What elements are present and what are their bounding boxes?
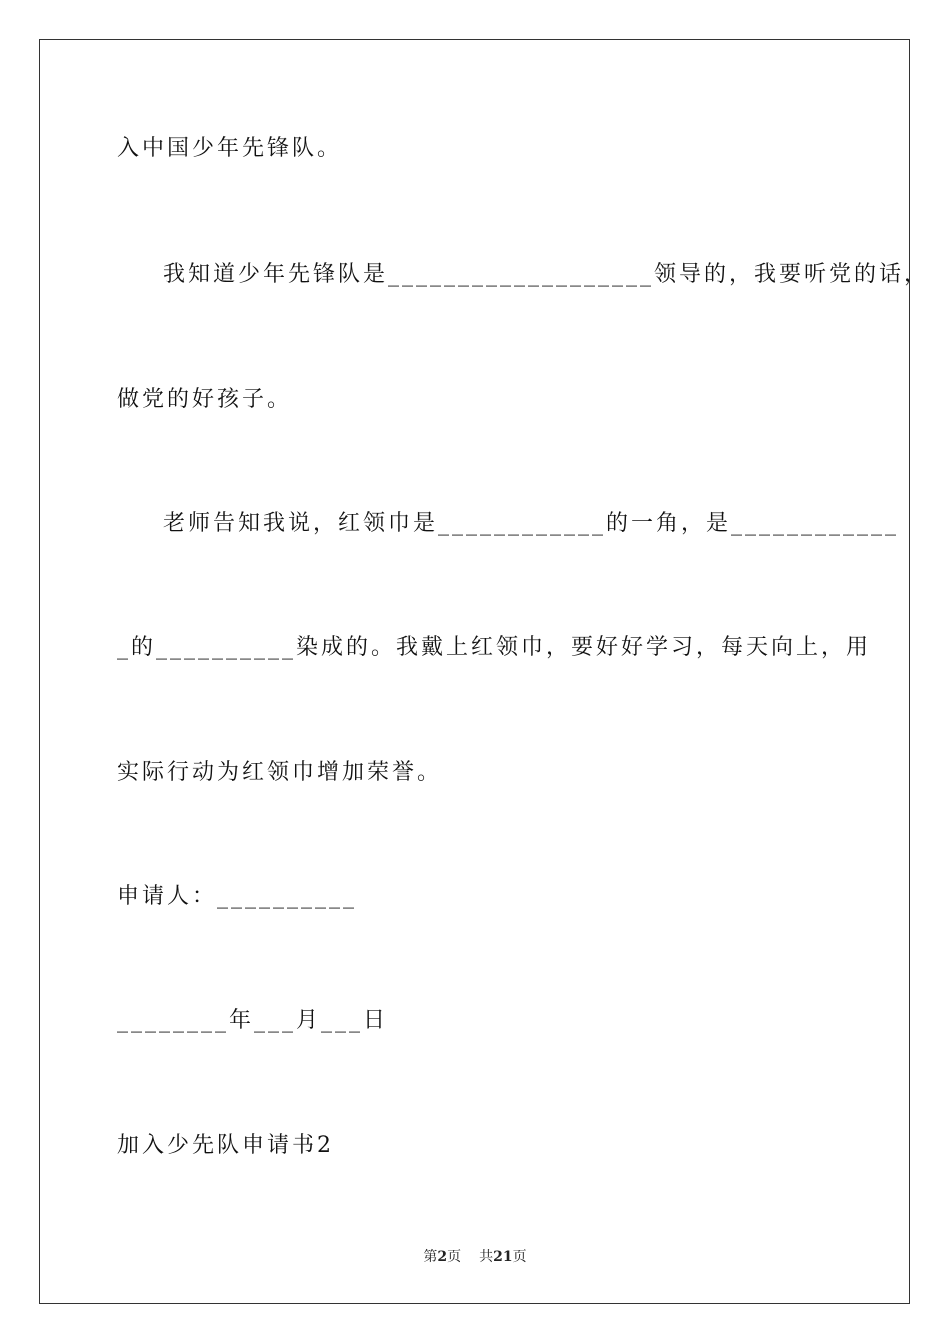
footer-total-pages: 21 [493, 1249, 513, 1265]
text-line-6: 实际行动为红领巾增加荣誉。 [117, 760, 443, 785]
footer-page-suffix: 页 [447, 1249, 462, 1265]
date-line: ________年___月___日 [117, 1008, 389, 1033]
text-line-2: 我知道少年先锋队是___________________领导的，我要听党的话， [163, 262, 930, 287]
footer-page-number: 2 [437, 1249, 448, 1265]
text-line-1: 入中国少年先锋队。 [117, 136, 343, 161]
text-line-3: 做党的好孩子。 [117, 387, 293, 412]
footer-total-suffix: 页 [512, 1249, 527, 1265]
text-line-4: 老师告知我说，红领巾是____________的一角，是____________ [163, 511, 900, 536]
page-frame [39, 39, 910, 1304]
applicant-line: 申请人：__________ [117, 884, 358, 909]
page-footer [0, 1246, 950, 1266]
footer-prefix: 第 [423, 1249, 438, 1265]
footer-total-prefix: 共 [479, 1249, 494, 1265]
section-heading: 加入少先队申请书2 [117, 1133, 334, 1158]
text-line-5: _的__________染成的。我戴上红领巾，要好好学习，每天向上，用 [117, 635, 872, 660]
